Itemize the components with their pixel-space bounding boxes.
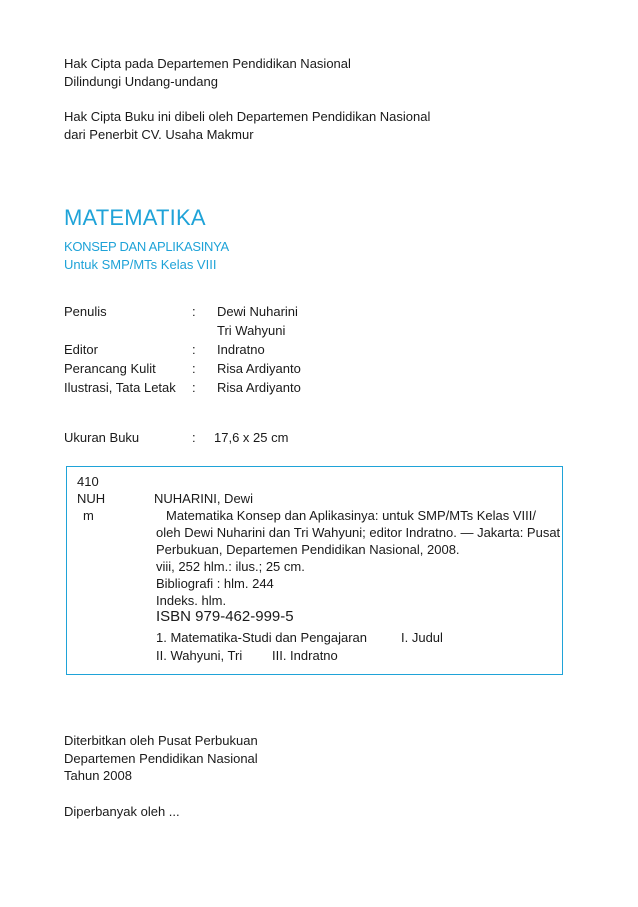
book-title: MATEMATIKA — [64, 205, 206, 230]
credit-label: Perancang Kulit — [64, 361, 156, 376]
credit-colon: : — [192, 342, 196, 357]
publisher-line-1: Diterbitkan oleh Pusat Perbukuan — [64, 733, 258, 748]
catalog-isbn: ISBN 979-462-999-5 — [156, 608, 294, 625]
copyright-line-3: Hak Cipta Buku ini dibeli oleh Departemen Pendidikan Nasional — [64, 109, 431, 124]
copyright-line-4: dari Penerbit CV. Usaha Makmur — [64, 127, 254, 142]
catalog-desc-3: Perbukuan, Departemen Pendidikan Nasional, 2008. — [156, 542, 460, 557]
catalog-subject-1: 1. Matematika-Studi dan Pengajaran — [156, 630, 368, 645]
credit-colon: : — [192, 361, 196, 376]
catalog-card — [66, 466, 563, 675]
credit-value: Risa Ardiyanto — [217, 361, 301, 376]
copyright-line-2: Dilindungi Undang-undang — [64, 74, 218, 89]
credit-value: Dewi Nuharini — [217, 304, 298, 319]
catalog-subject-1b: I. Judul — [401, 630, 443, 645]
publisher-line-4: Diperbanyak oleh ... — [64, 804, 180, 819]
credit-label: Ukuran Buku — [64, 430, 140, 445]
catalog-class-number: 410 — [77, 474, 99, 489]
credit-colon: : — [192, 304, 196, 319]
catalog-bibliography: Bibliografi : hlm. 244 — [156, 576, 274, 591]
credit-value: 17,6 x 25 cm — [214, 430, 289, 445]
catalog-author-code: NUH — [77, 491, 106, 506]
credit-value: Indratno — [217, 342, 265, 357]
catalog-title-code: m — [83, 508, 94, 523]
credit-colon: : — [192, 430, 196, 445]
catalog-subject-2b: III. Indratno — [272, 648, 338, 663]
credit-label: Editor — [64, 342, 98, 357]
credit-value: Risa Ardiyanto — [217, 380, 301, 395]
catalog-index: Indeks. hlm. — [156, 593, 227, 608]
book-audience: Untuk SMP/MTs Kelas VIII — [64, 257, 217, 272]
credit-colon: : — [192, 380, 196, 395]
catalog-desc-2: oleh Dewi Nuharini dan Tri Wahyuni; editor Indratno. — Jakarta: Pusat — [156, 525, 561, 540]
publisher-line-2: Departemen Pendidikan Nasional — [64, 751, 258, 766]
catalog-subject-2: II. Wahyuni, Tri — [156, 648, 243, 663]
catalog-desc-1: Matematika Konsep dan Aplikasinya: untuk SMP/MTs Kelas VIII/ — [166, 508, 536, 523]
credit-label: Ilustrasi, Tata Letak — [64, 380, 176, 395]
credit-label: Penulis — [64, 304, 107, 319]
copyright-line-1: Hak Cipta pada Departemen Pendidikan Nasional — [64, 56, 351, 71]
book-subtitle: KONSEP DAN APLIKASINYA — [64, 239, 229, 254]
publisher-line-3: Tahun 2008 — [64, 768, 132, 783]
catalog-pages: viii, 252 hlm.: ilus.; 25 cm. — [156, 559, 305, 574]
credit-value: Tri Wahyuni — [217, 323, 286, 338]
catalog-author: NUHARINI, Dewi — [154, 491, 253, 506]
